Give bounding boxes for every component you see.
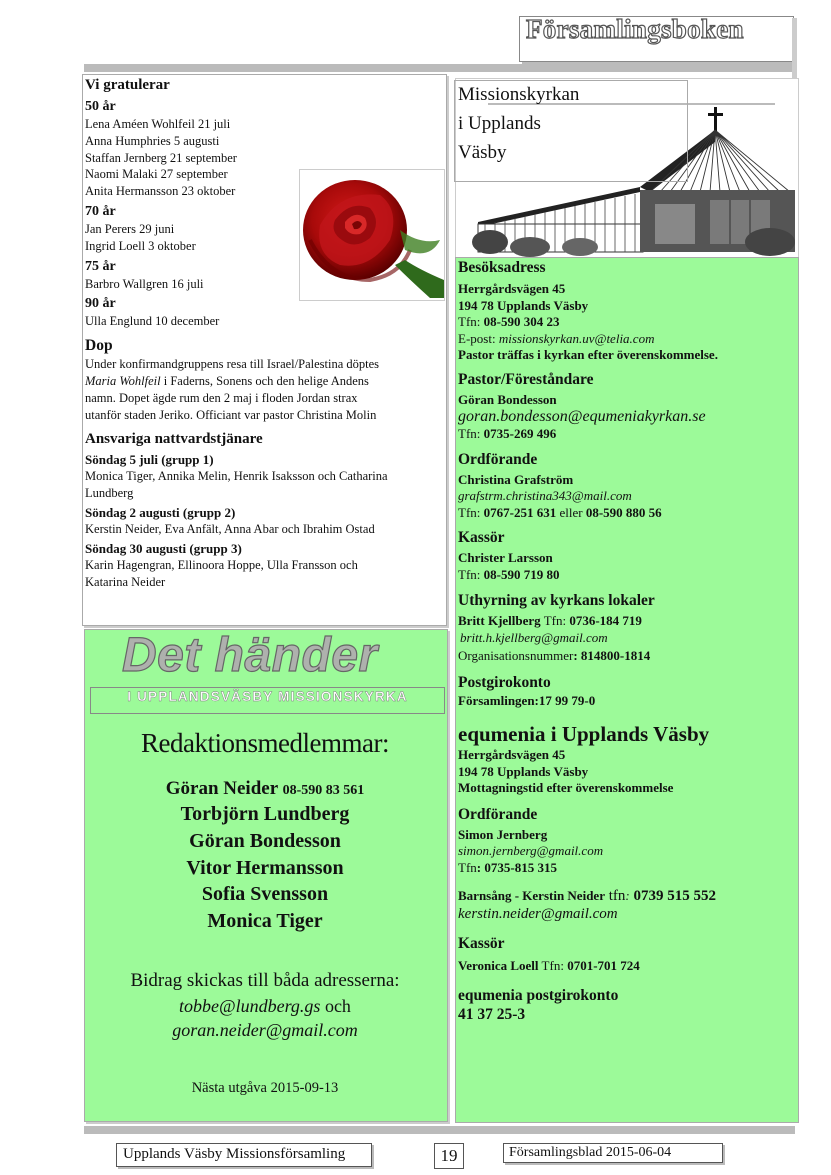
baptism-line: namn. Dopet ägde rum den 2 maj i floden Jordan strax [85, 390, 358, 405]
equmenia-chair-phone: : 0735-815 315 [476, 859, 557, 875]
next-issue-text: Nästa utgåva 2015-09-13 [191, 1080, 339, 1096]
rental-line [458, 613, 793, 630]
church-email[interactable]: missionskyrkan.uv@telia.com [498, 330, 655, 346]
editor-email-1[interactable]: tobbe@lundberg.gs [179, 996, 321, 1016]
editor-item: Monica Tiger [207, 910, 323, 932]
server-names: Karin Hagengran, Ellinoora Hoppe, Ulla Fransson och [85, 557, 358, 572]
footer-organization: Upplands Väsby Missionsförsamling [116, 1143, 372, 1167]
phone-label: Tfn: [458, 314, 484, 329]
baptism-text [85, 356, 440, 423]
kids-choir-label: Barnsång - Kerstin Neider [458, 888, 605, 903]
treasurer-phone-line [458, 567, 793, 584]
server-names: Monica Tiger, Annika Melin, Henrik Isaksson och Catharina [85, 469, 388, 484]
phone-label: Tfn: [458, 426, 484, 441]
servers-heading: Ansvariga nattvardstjänare [85, 431, 263, 448]
page-number: 19 [434, 1143, 464, 1169]
chair-heading: Ordförande [458, 450, 538, 468]
equmenia-postal: 194 78 Upplands Väsby [458, 763, 589, 779]
contribution-email-2-line [84, 1020, 446, 1041]
server-group-title: Söndag 5 juli (grupp 1) [85, 452, 214, 468]
visit-street: Herrgårdsvägen 45 [458, 281, 566, 296]
age-heading-90: 90 år [85, 296, 116, 312]
birthday-item: Staffan Jernberg 21 september [85, 150, 237, 165]
church-name-line: Väsby [458, 142, 507, 163]
chair-phone-1: 0767-251 631 [483, 504, 557, 520]
pastor-phone-line [458, 426, 793, 443]
kids-colon: : [625, 888, 630, 903]
treasurer-heading: Kassör [458, 529, 505, 546]
baptized-name: Maria Wohlfeil [85, 373, 161, 388]
publication-title: Församlingsboken [526, 14, 744, 44]
contact-content [458, 258, 793, 1023]
server-group-title: Söndag 30 augusti (grupp 3) [85, 540, 242, 556]
rental-email[interactable]: britt.h.kjellberg@gmail.com [460, 629, 608, 645]
chair-email[interactable]: grafstrm.christina343@mail.com [458, 488, 632, 503]
chair-name: Christina Grafström [458, 471, 574, 487]
or-text: eller [556, 504, 586, 520]
age-heading-50: 50 år [85, 99, 116, 114]
phone-label: Tfn: [541, 957, 568, 973]
equmenia-chair-heading: Ordförande [458, 805, 538, 823]
rental-phone: 0736-184 719 [569, 613, 642, 628]
kids-choir-line [458, 888, 793, 905]
equmenia-chair-name: Simon Jernberg [458, 826, 548, 842]
baptism-heading: Dop [85, 337, 113, 355]
rental-name: Britt Kjellberg [458, 613, 541, 628]
server-names: Katarina Neider [85, 574, 166, 589]
conjunction-text: och [320, 996, 351, 1016]
pastor-note: Pastor träffas i kyrkan efter överenskommelse. [458, 347, 718, 362]
rose-graphic [300, 170, 444, 300]
equmenia-treasurer-line [458, 958, 793, 975]
email-label: E-post: [458, 330, 499, 346]
footer-bar [84, 1126, 795, 1134]
equmenia-treasurer-heading: Kassör [458, 934, 505, 952]
birthday-item: Jan Perers 29 juni [85, 221, 175, 236]
kids-choir-phone: 0739 515 552 [629, 888, 716, 904]
phone-label: Tfn: [458, 504, 484, 520]
age-heading-70: 70 år [85, 203, 116, 219]
server-group-title: Söndag 2 augusti (grupp 2) [85, 504, 236, 520]
editors-heading: Redaktionsmedlemmar: [141, 728, 389, 758]
kids-choir-email[interactable]: kerstin.neider@gmail.com [458, 905, 618, 922]
church-phone-line [458, 314, 793, 331]
contribution-emails [84, 996, 446, 1017]
baptism-line-rest: i Faderns, Sonens och den helige Andens [160, 373, 369, 388]
giro-heading: Postgirokonto [458, 673, 551, 691]
equmenia-giro-heading: equmenia postgirokonto [458, 987, 619, 1004]
chair-phone-line [458, 505, 793, 522]
equmenia-chair-email[interactable]: simon.jernberg@gmail.com [458, 843, 604, 858]
phone-label: Tfn: [543, 613, 570, 628]
equmenia-street: Herrgårdsvägen 45 [458, 747, 566, 762]
church-name-line: Missionskyrkan [458, 84, 580, 105]
church-name-line: i Upplands [458, 113, 541, 134]
footer-issue: Församlingsblad 2015-06-04 [503, 1143, 723, 1163]
server-names: Lundberg [85, 486, 134, 501]
church-name [458, 80, 579, 167]
kids-tfn-label: tfn [604, 888, 626, 904]
equmenia-hours: Mottagningstid efter överenskommelse [458, 780, 674, 795]
birthday-item: Lena Améen Wohlfeil 21 juli [85, 117, 231, 131]
editor-item [84, 778, 446, 800]
det-hander-subtitle: I UPPLANDSVÄSBY MISSIONSKYRKA [90, 687, 445, 714]
birthday-item: Ulla Englund 10 december [85, 314, 220, 329]
congratulations-content [85, 75, 440, 590]
congratulations-heading: Vi gratulerar [85, 77, 170, 93]
birthday-item: Anita Hermansson 23 oktober [85, 184, 236, 199]
contribution-text: Bidrag skickas till båda adresserna: [130, 970, 400, 991]
treasurer-phone: 08-590 719 80 [483, 566, 560, 582]
editor-item: Torbjörn Lundberg [180, 803, 350, 825]
church-phone: 08-590 304 23 [483, 314, 560, 329]
det-hander-title: Det händer [122, 629, 378, 682]
equmenia-treasurer-phone: 0701-701 724 [567, 957, 640, 973]
treasurer-name: Christer Larsson [458, 550, 553, 565]
editor-phone: 08-590 83 561 [282, 783, 365, 798]
chair-phone-2: 08-590 880 56 [585, 504, 662, 520]
birthday-item: Ingrid Loell 3 oktober [85, 238, 196, 253]
server-names: Kerstin Neider, Eva Anfält, Anna Abar och Ibrahim Ostad [85, 521, 375, 536]
baptism-line [85, 373, 440, 390]
pastor-heading: Pastor/Föreståndare [458, 370, 594, 388]
giro-value: Församlingen:17 99 79-0 [458, 692, 596, 708]
church-email-line [458, 331, 793, 348]
visit-postal: 194 78 Upplands Väsby [458, 297, 589, 313]
birthday-item: Anna Humphries 5 augusti [85, 133, 220, 148]
editor-name: Göran Neider [165, 778, 278, 799]
org-number-line [458, 648, 793, 665]
birthday-item: Naomi Malaki 27 september [85, 167, 228, 182]
editor-item: Sofia Svensson [201, 883, 329, 905]
rose-image [299, 169, 445, 301]
baptism-line: utanför staden Jeriko. Officiant var pastor Christina Molin [85, 407, 377, 422]
equmenia-treasurer-name: Veronica Loell [458, 957, 539, 973]
equmenia-heading: equmenia i Upplands Väsby [458, 722, 710, 746]
age-heading-75: 75 år [85, 258, 116, 274]
header-side-bar [792, 18, 797, 78]
equmenia-giro-value: 41 37 25-3 [458, 1006, 526, 1023]
visit-heading: Besöksadress [458, 259, 546, 276]
org-label: Organisationsnummer [458, 648, 574, 663]
equmenia-chair-phone-line: Tfn: 0735-815 315 [458, 859, 557, 875]
pastor-phone: 0735-269 496 [483, 426, 557, 441]
editor-item: Vitor Hermansson [186, 857, 344, 879]
rental-heading: Uthyrning av kyrkans lokaler [458, 592, 655, 609]
org-number: : 814800-1814 [573, 648, 651, 663]
pastor-email[interactable]: goran.bondesson@equmeniakyrkan.se [458, 408, 706, 425]
editor-item: Göran Bondesson [189, 830, 341, 852]
birthday-item: Barbro Wallgren 16 juli [85, 276, 204, 291]
baptism-line: Under konfirmandgruppens resa till Israel/Palestina döptes [85, 357, 380, 372]
header-bar [84, 64, 795, 72]
phone-label: Tfn: [458, 566, 484, 582]
pastor-name: Göran Bondesson [458, 391, 557, 407]
editor-email-2[interactable]: goran.neider@gmail.com [172, 1020, 358, 1040]
